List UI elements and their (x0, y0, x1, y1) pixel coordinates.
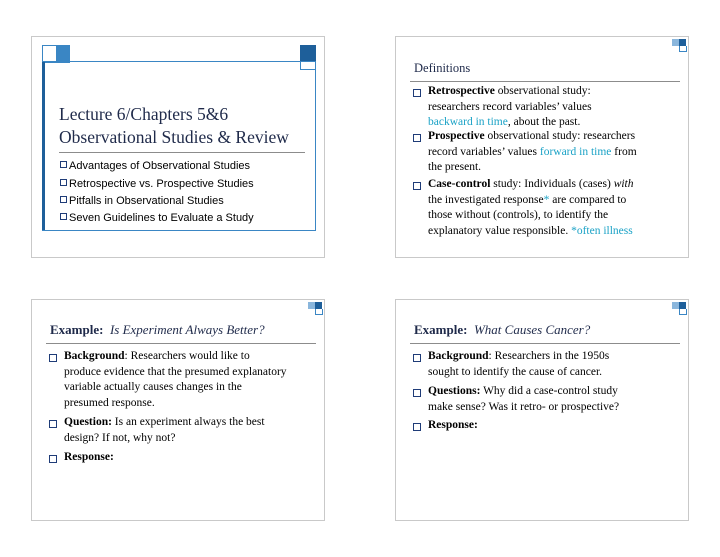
title-underline (46, 343, 316, 344)
bullet-box-icon (60, 179, 67, 186)
bullet-box-icon (413, 354, 421, 362)
response-item: Response: (428, 419, 478, 431)
decor-square-outline (300, 61, 316, 70)
questions-item: Questions: Why did a case-control study make sense? Was it retro- or prospective? (428, 385, 620, 413)
title-underline (410, 81, 680, 82)
bullet-box-icon (413, 182, 421, 190)
decor-square-outline (315, 309, 323, 315)
decor-square-light (308, 302, 315, 309)
decor-square-outline (679, 46, 687, 52)
slide-heading: Example: What Causes Cancer? (414, 322, 591, 337)
left-accent-bar (42, 61, 45, 231)
slide-2-definitions[interactable] (395, 36, 689, 258)
question-item: Question: Is an experiment always the best design? If not, why not? (64, 416, 265, 444)
bottom-rule (42, 230, 316, 231)
background-item: Background: Researchers would like to produce evidence that the presumed explanatory variable actually causes changes in the presumed response. (64, 350, 287, 409)
decor-square-dark (679, 302, 686, 309)
slide-title: Lecture 6/Chapters 5&6 Observational Studies & Review (59, 104, 289, 147)
definition-case-control: Case-control study: Individuals (cases) with the investigated response* are compared to those without (controls), to identify the explanatory value responsible. *often illness (428, 178, 634, 237)
bullet-item: Advantages of Observational Studies (60, 160, 250, 173)
definition-retrospective: Retrospective observational study: researchers record variables’ values backward in time, about the past. (428, 85, 592, 128)
slide-3-example-experiment[interactable] (31, 299, 325, 521)
top-rule (42, 61, 316, 62)
bullet-item: Retrospective vs. Prospective Studies (60, 178, 254, 191)
bullet-box-icon (60, 161, 67, 168)
bullet-box-icon (49, 455, 57, 463)
title-underline (410, 343, 680, 344)
bullet-box-icon (413, 423, 421, 431)
response-item: Response: (64, 451, 114, 463)
bullet-box-icon (60, 196, 67, 203)
slide-title: Definitions (414, 61, 471, 75)
bullet-box-icon (49, 420, 57, 428)
decor-square-dark (300, 45, 316, 61)
title-underline (59, 152, 305, 153)
decor-square-dark (679, 39, 686, 46)
bullet-box-icon (413, 134, 421, 142)
bullet-box-icon (60, 213, 67, 220)
decor-square-light (672, 302, 679, 309)
decor-square-outline (679, 309, 687, 315)
definition-prospective: Prospective observational study: researchers record variables’ values forward in time from the present. (428, 130, 637, 173)
decor-square-dark (315, 302, 322, 309)
slide-heading: Example: Is Experiment Always Better? (50, 322, 265, 337)
bullet-box-icon (49, 354, 57, 362)
bullet-item: Seven Guidelines to Evaluate a Study (60, 212, 254, 225)
background-item: Background: Researchers in the 1950s sought to identify the cause of cancer. (428, 350, 610, 378)
bullet-box-icon (413, 89, 421, 97)
bullet-box-icon (413, 389, 421, 397)
slide-4-example-cancer[interactable] (395, 299, 689, 521)
bullet-item: Pitfalls in Observational Studies (60, 195, 224, 208)
decor-square-light (672, 39, 679, 46)
slide-1-title[interactable] (31, 36, 325, 258)
